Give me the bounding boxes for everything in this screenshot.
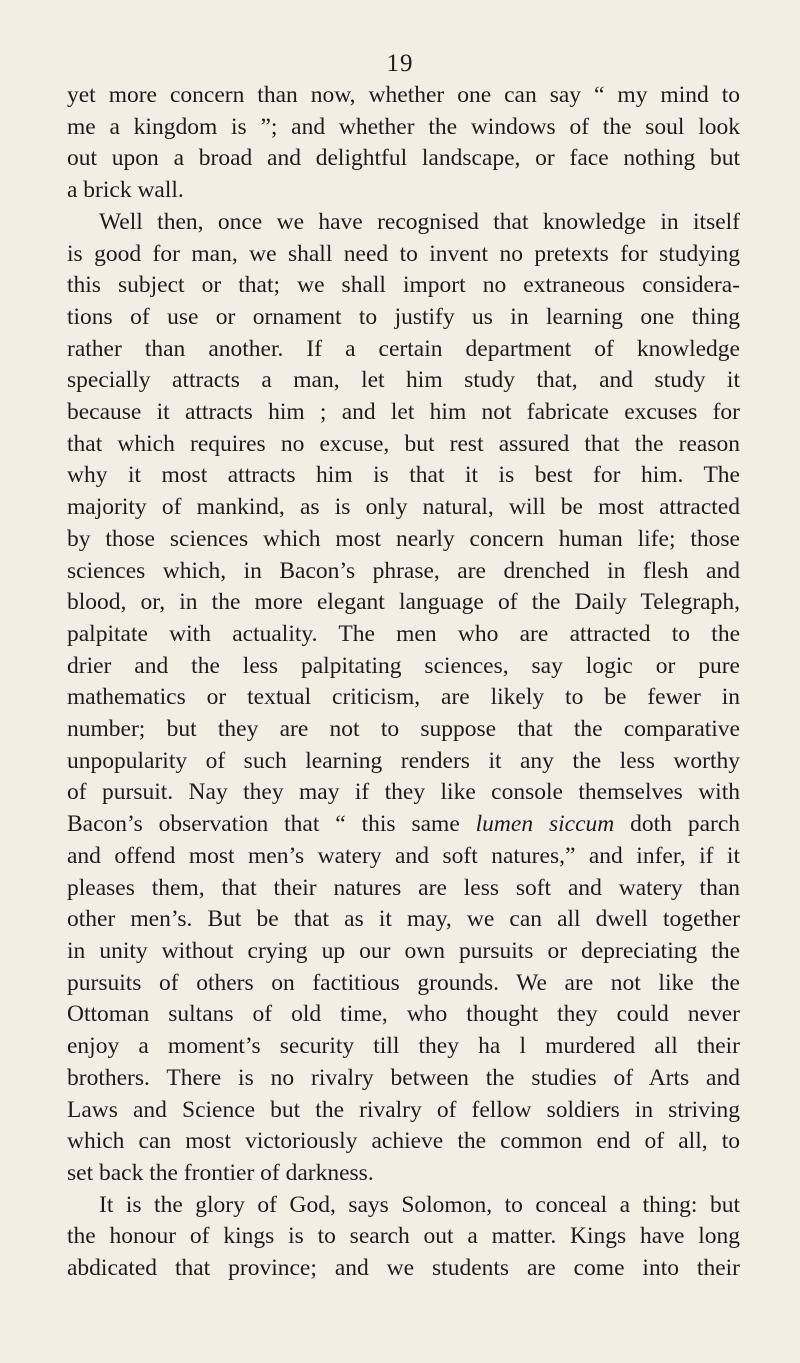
text-line: It is the glory of God, says Solomon, to conceal a thing: but	[99, 1191, 740, 1218]
text-line: is good for man, we shall need to invent no pretexts for studying	[67, 240, 740, 267]
text-line: drier and the less palpitating sciences, say logic or pure	[67, 652, 740, 679]
text-fragment: doth parch	[614, 811, 741, 838]
text-line: specially attracts a man, let him study that, and study it	[67, 367, 740, 394]
text-line: sciences which, in Bacon’s phrase, are drenched in flesh and	[67, 557, 740, 584]
text-line: a brick wall.	[67, 177, 184, 204]
paragraph-3	[67, 1190, 740, 1285]
text-line: number; but they are not to suppose that the comparative	[67, 716, 740, 743]
text-line: rather than another. If a certain department of knowledge	[67, 335, 740, 362]
text-line: in unity without crying up our own pursuits or depreciating the	[67, 937, 740, 964]
italic-phrase: lumen siccum	[475, 811, 615, 838]
text-line: of pursuit. Nay they may if they like console themselves with	[67, 779, 740, 806]
text-line: that which requires no excuse, but rest assured that the reason	[67, 430, 740, 457]
text-line: abdicated that province; and we students are come into their	[67, 1255, 740, 1282]
text-line: blood, or, in the more elegant language of the Daily Telegraph,	[67, 589, 740, 616]
text-line: mathematics or textual criticism, are likely to be fewer in	[67, 684, 740, 711]
text-line: pleases them, that their natures are less soft and watery than	[67, 874, 740, 901]
text-line: why it most attracts him is that it is best for him. The	[67, 462, 740, 489]
text-line: pursuits of others on factitious grounds. We are not like the	[67, 969, 740, 996]
text-line: the honour of kings is to search out a matter. Kings have long	[67, 1223, 740, 1250]
text-line: out upon a broad and delightful landscape, or face nothing but	[67, 145, 740, 172]
text-line-with-italic	[67, 809, 740, 841]
text-line: brothers. There is no rivalry between the studies of Arts and	[67, 1064, 740, 1091]
text-fragment: Bacon’s observation that “ this same	[67, 811, 476, 838]
body-text	[67, 80, 740, 1285]
text-line: and offend most men’s watery and soft natures,” and infer, if it	[67, 842, 740, 869]
text-line: because it attracts him ; and let him not fabricate excuses for	[67, 399, 740, 426]
text-line: unpopularity of such learning renders it any the less worthy	[67, 747, 740, 774]
text-line: set back the frontier of darkness.	[67, 1159, 374, 1186]
text-line: Well then, once we have recognised that knowledge in itself	[99, 208, 740, 235]
text-line: majority of mankind, as is only natural, will be most attracted	[67, 494, 740, 521]
text-line: Laws and Science but the rivalry of fellow soldiers in striving	[67, 1096, 740, 1123]
paragraph-2	[67, 207, 740, 1190]
text-line: Ottoman sultans of old time, who thought they could never	[67, 1001, 740, 1028]
text-line: yet more concern than now, whether one can say “ my mind to	[67, 82, 740, 108]
text-line: me a kingdom is ”; and whether the windows of the soul look	[67, 113, 740, 140]
text-line: palpitate with actuality. The men who are attracted to the	[67, 620, 740, 647]
text-line: enjoy a moment’s security till they ha l murdered all their	[67, 1033, 740, 1060]
text-line: which can most victoriously achieve the common end of all, to	[67, 1128, 740, 1155]
text-line: other men’s. But be that as it may, we can all dwell together	[67, 906, 740, 933]
page-number: 19	[386, 50, 414, 77]
text-line: tions of use or ornament to justify us in learning one thing	[67, 303, 740, 330]
text-line: this subject or that; we shall import no extraneous considera-	[67, 272, 740, 299]
paragraph-1	[67, 80, 740, 207]
text-line: by those sciences which most nearly concern human life; those	[67, 525, 740, 552]
